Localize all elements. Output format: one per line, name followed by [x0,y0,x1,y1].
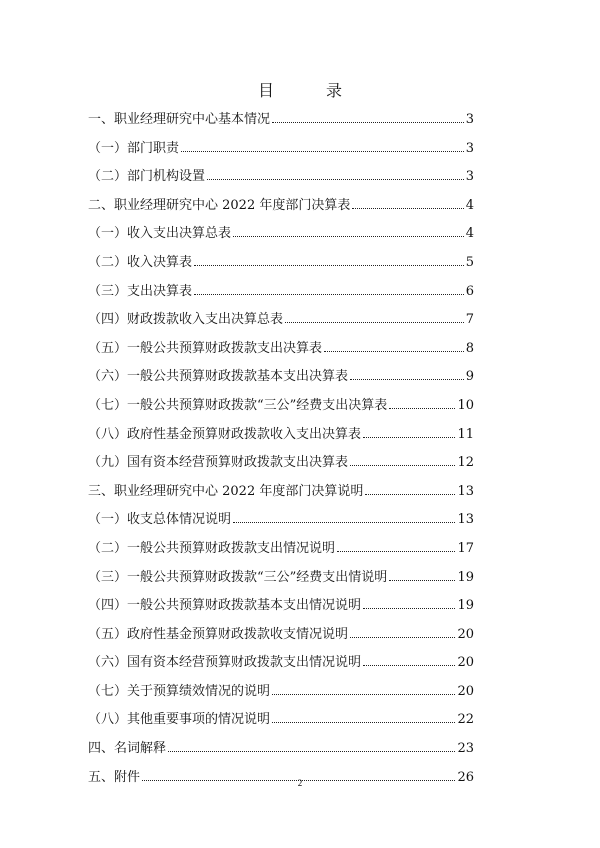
toc-entry[interactable] [88,651,474,680]
toc-entry[interactable] [88,451,474,480]
toc-entry[interactable] [88,108,474,137]
toc-entry-label: （一）收入支出决算总表 [88,226,232,242]
toc-leader-dots [233,236,464,237]
toc-entry[interactable] [88,394,474,423]
toc-entry-page: 13 [457,512,474,528]
toc-entry-page: 12 [457,455,474,471]
toc-leader-dots [207,179,464,180]
toc-entry[interactable] [88,566,474,595]
toc-leader-dots [324,351,464,352]
toc-entry[interactable] [88,194,474,223]
toc-entry-page: 5 [465,254,474,270]
toc-leader-dots [350,465,455,466]
toc-leader-dots [389,408,455,409]
toc-leader-dots [352,208,463,209]
table-of-contents [88,108,474,794]
toc-leader-dots [365,494,455,495]
toc-leader-dots [350,379,464,380]
toc-entry-label: （九）国有资本经营预算财政拨款支出决算表 [88,455,349,471]
toc-entry[interactable] [88,251,474,280]
toc-entry-label: （一）收支总体情况说明 [88,512,232,528]
toc-leader-dots [194,294,464,295]
toc-entry[interactable] [88,222,474,251]
toc-entry-page: 20 [457,655,474,671]
toc-entry-page: 4 [465,197,474,213]
toc-entry[interactable] [88,423,474,452]
toc-entry-label: （四）财政拨款收入支出决算总表 [88,312,284,328]
toc-entry-page: 11 [457,426,474,442]
toc-entry-page: 20 [457,683,474,699]
toc-entry-label: （二）一般公共预算财政拨款支出情况说明 [88,540,336,556]
page-title [0,78,600,101]
toc-entry-label: （七）一般公共预算财政拨款“三公”经费支出决算表 [88,397,388,413]
toc-leader-dots [181,151,464,152]
toc-leader-dots [363,608,455,609]
toc-entry-page: 22 [457,712,474,728]
toc-entry-label: 五、附件 [88,769,141,785]
toc-entry-label: 一、职业经理研究中心基本情况 [88,112,271,127]
toc-leader-dots [272,722,455,723]
toc-entry-page: 3 [465,169,474,185]
toc-entry[interactable] [88,708,474,737]
toc-leader-dots [168,751,455,752]
toc-leader-dots [337,551,455,552]
toc-entry-page: 3 [465,140,474,156]
toc-leader-dots [389,580,455,581]
toc-entry-page: 20 [457,626,474,642]
toc-entry-label: （五）一般公共预算财政拨款支出决算表 [88,340,323,356]
toc-entry[interactable] [88,137,474,166]
toc-entry-label: （六）一般公共预算财政拨款基本支出决算表 [88,369,349,385]
toc-entry[interactable] [88,623,474,652]
toc-entry[interactable] [88,165,474,194]
toc-entry-label: （四）一般公共预算财政拨款基本支出情况说明 [88,598,362,614]
title-char-1: 目 [257,81,274,100]
toc-entry-page: 17 [457,540,474,556]
toc-entry-label: 二、职业经理研究中心 2022 年度部门决算表 [88,197,351,213]
toc-entry-page: 26 [457,769,474,785]
toc-entry-page: 9 [465,369,474,385]
toc-entry-label: （三）支出决算表 [88,283,193,299]
toc-entry-page: 6 [465,283,474,299]
toc-entry-label: （二）部门机构设置 [88,169,206,185]
toc-entry-page: 10 [457,397,474,413]
toc-entry[interactable] [88,365,474,394]
toc-entry[interactable] [88,680,474,709]
toc-entry-page: 13 [457,483,474,499]
toc-entry-label: （一）部门职责 [88,140,180,156]
toc-entry[interactable] [88,508,474,537]
toc-entry-label: （二）收入决算表 [88,254,193,270]
toc-entry-label: （八）政府性基金预算财政拨款收入支出决算表 [88,426,362,442]
toc-entry[interactable] [88,537,474,566]
toc-entry-page: 23 [457,741,474,757]
toc-entry-label: （七）关于预算绩效情况的说明 [88,683,271,699]
toc-entry-label: 四、名词解释 [88,741,167,757]
toc-entry[interactable] [88,737,474,766]
toc-entry-page: 19 [457,569,474,585]
toc-entry[interactable] [88,480,474,509]
title-char-2: 录 [326,81,343,100]
toc-entry[interactable] [88,280,474,309]
toc-entry-label: （三）一般公共预算财政拨款“三公”经费支出情说明 [88,569,388,585]
toc-entry-label: （八）其他重要事项的情况说明 [88,712,271,728]
toc-entry-page: 7 [465,312,474,328]
page-number: 2 [297,778,303,788]
toc-entry-page: 4 [465,226,474,242]
toc-entry[interactable] [88,337,474,366]
toc-leader-dots [363,665,455,666]
toc-entry-label: 三、职业经理研究中心 2022 年度部门决算说明 [88,483,364,499]
toc-entry-page: 19 [457,598,474,614]
toc-leader-dots [233,522,455,523]
toc-entry[interactable] [88,594,474,623]
toc-leader-dots [272,694,455,695]
toc-entry-label: （六）国有资本经营预算财政拨款支出情况说明 [88,655,362,671]
toc-leader-dots [194,265,464,266]
toc-entry[interactable] [88,308,474,337]
toc-entry-page: 8 [465,340,474,356]
toc-leader-dots [350,637,455,638]
toc-entry-label: （五）政府性基金预算财政拨款收支情况说明 [88,626,349,642]
toc-entry-page: 3 [465,112,474,127]
toc-leader-dots [272,122,464,123]
toc-leader-dots [285,322,464,323]
toc-leader-dots [363,437,455,438]
